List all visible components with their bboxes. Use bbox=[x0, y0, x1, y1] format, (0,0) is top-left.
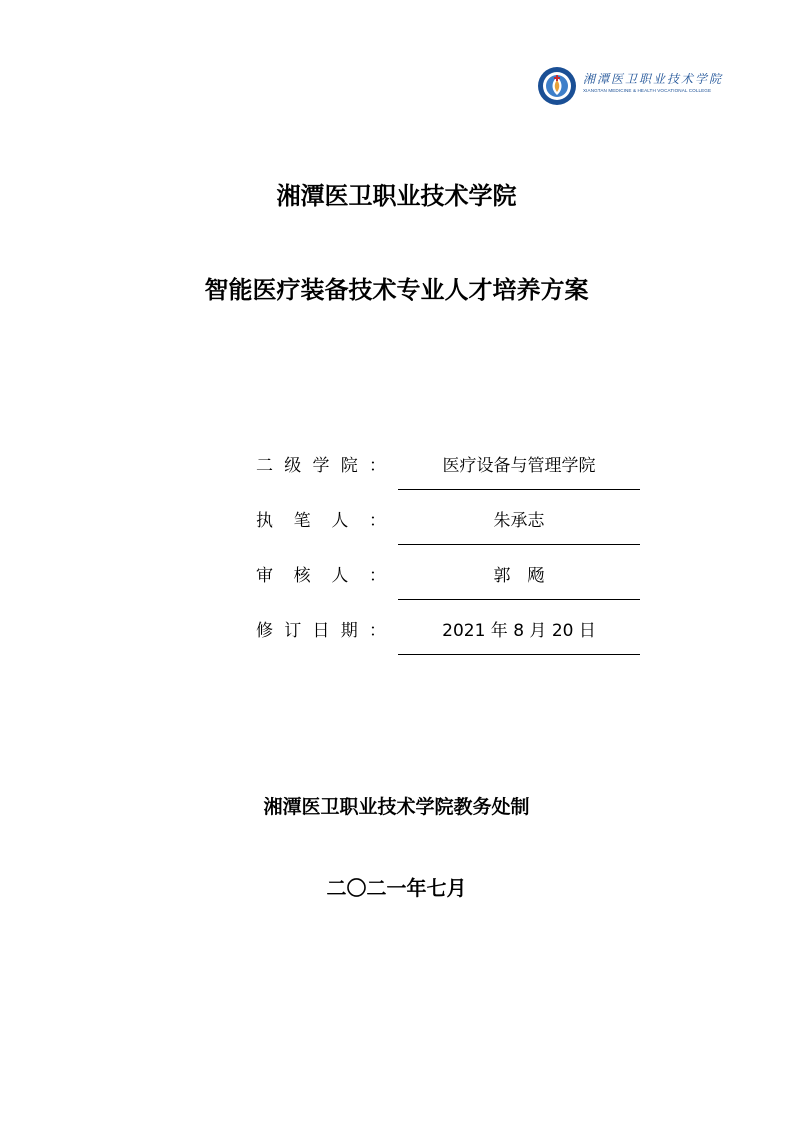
label-char: 二 bbox=[256, 456, 273, 476]
label-colon: ： bbox=[368, 511, 386, 531]
label-colon: ： bbox=[369, 621, 386, 641]
label-char: 日 bbox=[312, 621, 330, 641]
label-char: 核 bbox=[293, 566, 311, 586]
info-label bbox=[256, 455, 386, 477]
label-colon: ： bbox=[368, 566, 386, 586]
college-logo bbox=[537, 66, 724, 106]
info-row-reviewer bbox=[256, 565, 640, 609]
info-label bbox=[256, 620, 386, 642]
label-char: 人 bbox=[331, 511, 349, 531]
info-label bbox=[256, 565, 386, 587]
label-colon: ： bbox=[369, 456, 386, 476]
label-char: 订 bbox=[284, 621, 302, 641]
label-char: 人 bbox=[331, 566, 349, 586]
label-char: 院 bbox=[340, 456, 358, 476]
label-char: 修 bbox=[256, 621, 273, 641]
label-char: 审 bbox=[256, 566, 273, 586]
info-label bbox=[256, 510, 386, 532]
issue-date: 二〇二一年七月 bbox=[326, 876, 467, 900]
logo-english-name: XIANGTAN MEDICINE & HEALTH VOCATIONAL COLLEGE bbox=[583, 88, 712, 93]
info-value: 朱承志 bbox=[493, 511, 545, 531]
logo-chinese-name: 湘潭医卫职业技术学院 bbox=[583, 72, 724, 86]
issuing-office: 湘潭医卫职业技术学院教务处制 bbox=[263, 796, 530, 818]
underline bbox=[398, 489, 640, 490]
info-row-college bbox=[256, 455, 640, 499]
school-title: 湘潭医卫职业技术学院 bbox=[276, 181, 517, 210]
info-row-author bbox=[256, 510, 640, 554]
label-char: 学 bbox=[312, 456, 330, 476]
label-char: 级 bbox=[284, 456, 302, 476]
label-char: 期 bbox=[340, 621, 358, 641]
label-char: 执 bbox=[256, 511, 273, 531]
underline bbox=[398, 654, 640, 655]
info-row-revision-date bbox=[256, 620, 640, 664]
info-value: 医疗设备与管理学院 bbox=[442, 456, 596, 476]
college-emblem-icon bbox=[537, 66, 577, 106]
plan-title: 智能医疗装备技术专业人才培养方案 bbox=[204, 275, 589, 304]
label-char: 笔 bbox=[293, 511, 311, 531]
info-value: 郭 飏 bbox=[493, 566, 545, 586]
underline bbox=[398, 544, 640, 545]
underline bbox=[398, 599, 640, 600]
info-value: 2021 年 8 月 20 日 bbox=[442, 621, 596, 641]
